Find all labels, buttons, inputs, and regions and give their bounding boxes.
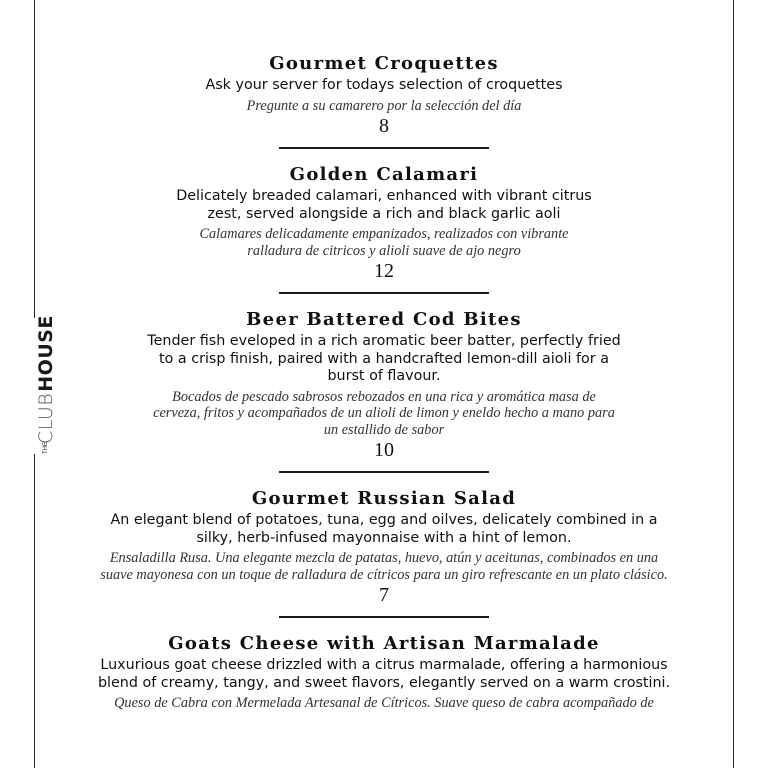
menu-item-title: Goats Cheese with Artisan Marmalade [168, 633, 600, 654]
menu-item-description: Delicately breaded calamari, enhanced with vibrant citrus zest, served alongside a rich and black garlic aoli [176, 188, 592, 222]
menu-item-price: 8 [379, 115, 389, 137]
menu-item-description-es: Bocados de pescado sabrosos rebozados en una rica y aromática masa de cerveza, fritos y acompañados de un alioli de limon y eneldo hecho a mano para un estallido de sabor [153, 388, 615, 438]
menu-item-croquettes [35, 52, 733, 137]
menu-item-price: 10 [374, 439, 394, 461]
brand-the: THE [43, 442, 49, 454]
menu-item-title: Golden Calamari [289, 164, 479, 185]
right-border-line [733, 0, 734, 768]
menu-item-cod-bites [35, 308, 733, 461]
menu-item-description: Ask your server for todays selection of croquettes [205, 77, 563, 93]
divider [279, 147, 489, 149]
brand-club: CLUB [35, 392, 57, 444]
menu-item-title: Gourmet Croquettes [269, 53, 499, 74]
menu-item-price: 7 [379, 584, 389, 606]
menu-item-description-es: Queso de Cabra con Mermelada Artesanal de Cítricos. Suave queso de cabra acompañado de [114, 695, 654, 711]
menu-item-title: Gourmet Russian Salad [251, 488, 517, 509]
divider [279, 292, 489, 294]
brand-house: HOUSE [35, 315, 57, 392]
menu-item-description: Luxurious goat cheese drizzled with a citrus marmalade, offering a harmonious blend of creamy, tangy, and sweet flavors, elegantly served on a warm crostini. [97, 657, 671, 691]
menu-item-description: Tender fish eveloped in a rich aromatic beer batter, perfectly fried to a crisp finish, paired with a handcrafted lemon-dill aioli for a burst of flavour. [147, 333, 621, 384]
menu-item-description: An elegant blend of potatoes, tuna, egg and oilves, delicately combined in a silky, herb-infused mayonnaise with a hint of lemon. [110, 512, 658, 546]
menu-item-goats-cheese [35, 632, 733, 712]
menu-item-russian-salad [35, 487, 733, 606]
menu-item-price: 12 [374, 260, 394, 282]
menu-item-description-es: Pregunte a su camarero por la selección del día [246, 97, 522, 114]
menu-item-calamari [35, 163, 733, 282]
menu-list [35, 52, 733, 712]
divider [279, 616, 489, 618]
menu-item-description-es: Ensaladilla Rusa. Una elegante mezcla de patatas, huevo, atún y aceitunas, combinados en una suave mayonesa con un toque de ralladura de cítricos para un giro refrescante en un plato clásico. [100, 550, 668, 583]
menu-item-description-es: Calamares delicadamente empanizados, realizados con vibrante ralladura de citricos y alioli suave de ajo negro [199, 226, 569, 259]
menu-item-title: Beer Battered Cod Bites [246, 309, 522, 330]
divider [279, 471, 489, 473]
